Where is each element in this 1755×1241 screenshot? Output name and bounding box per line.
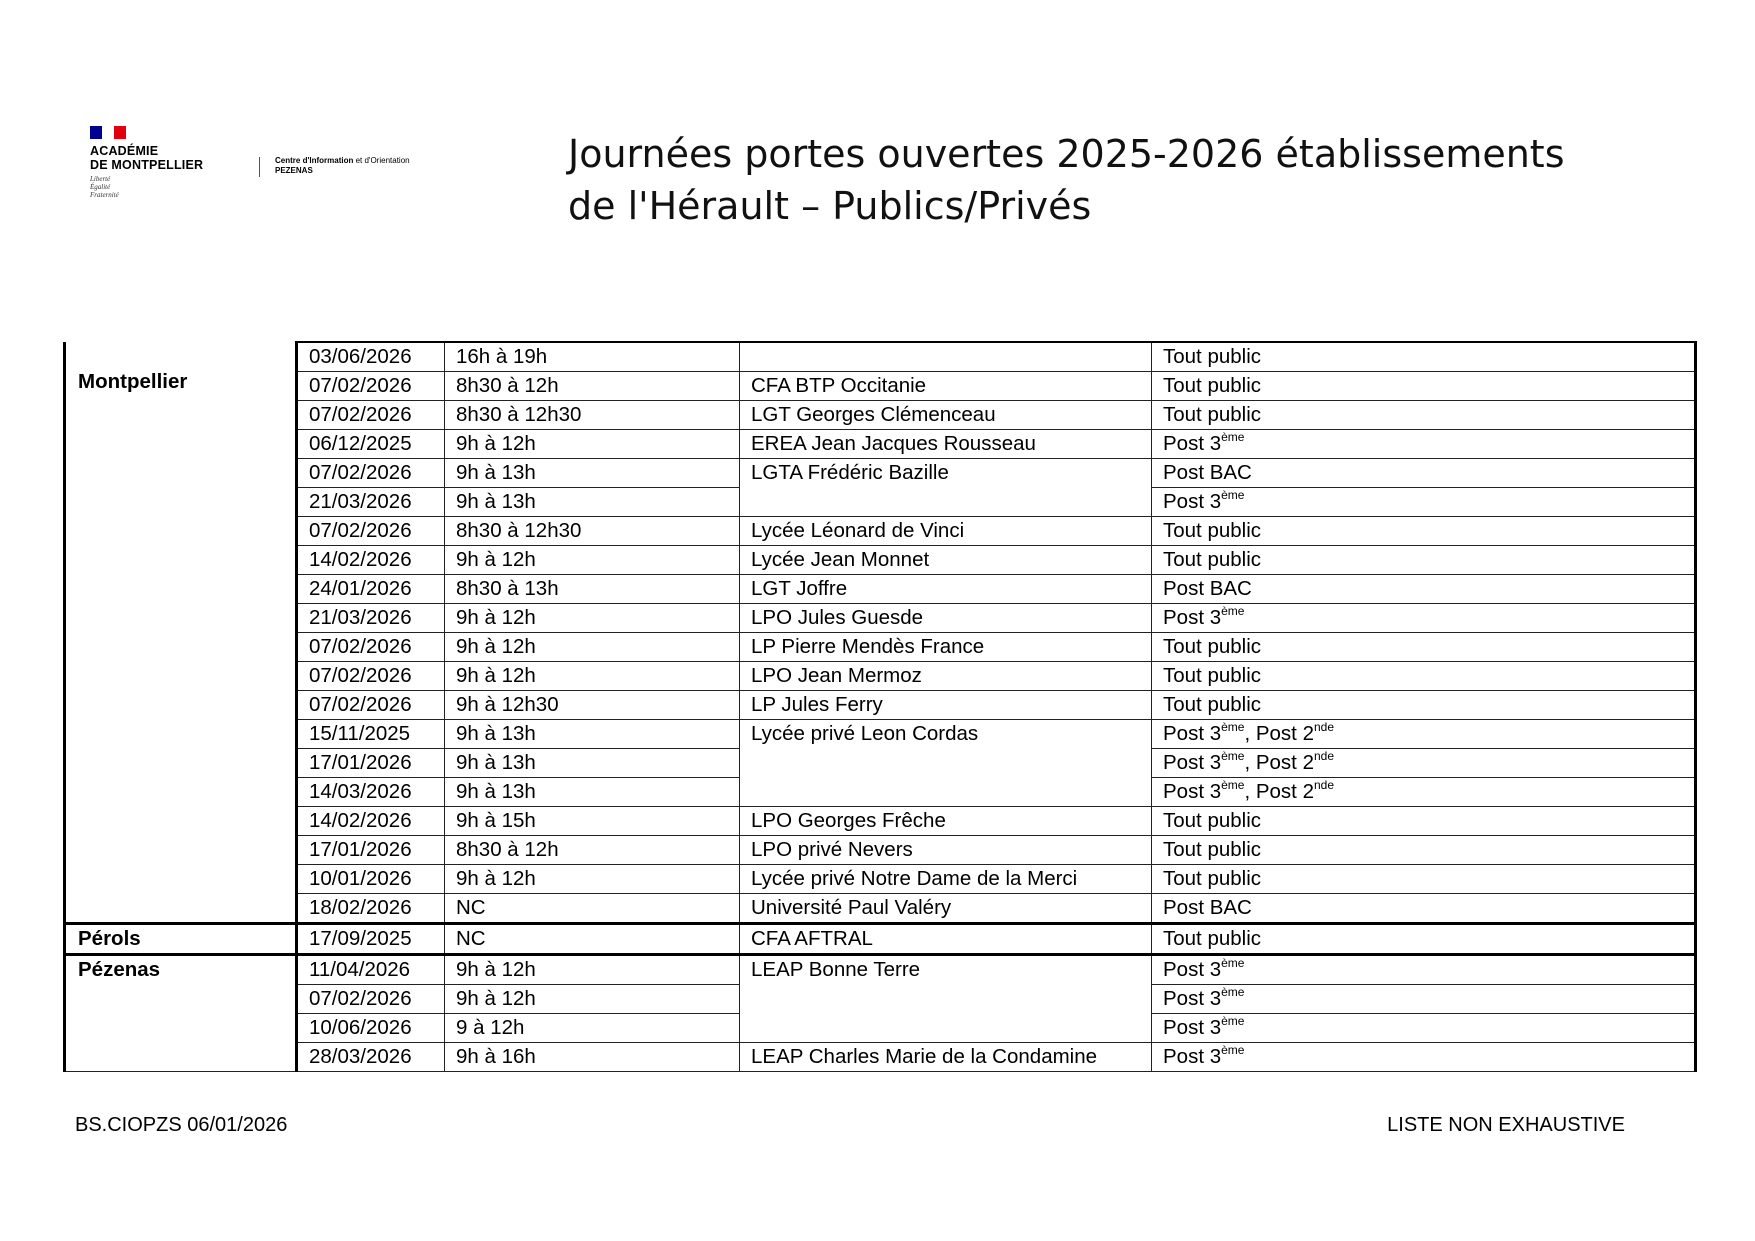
- footer-disclaimer: LISTE NON EXHAUSTIVE: [1387, 1114, 1625, 1136]
- audience-text: , Post 2: [1244, 780, 1314, 803]
- audience-superscript: ème: [1221, 956, 1245, 970]
- hours-cell: 8h30 à 12h: [445, 836, 740, 865]
- audience-superscript: ème: [1221, 720, 1245, 734]
- hours-cell: 16h à 19h: [445, 342, 740, 372]
- establishment-cell: LPO Jules Guesde: [740, 604, 1152, 633]
- flag-white-stripe: [102, 126, 114, 139]
- logo-montpellier-line: DE MONTPELLIER: [90, 158, 204, 172]
- date-cell: 06/12/2025: [297, 430, 445, 459]
- hours-cell: 9h à 12h: [445, 430, 740, 459]
- city-cell: Pézenas: [65, 955, 297, 1072]
- table-row: [65, 720, 1696, 749]
- audience-text: Tout public: [1163, 374, 1262, 397]
- table-row: [65, 372, 1696, 401]
- flag-red-stripe: [114, 126, 126, 139]
- hours-cell: 9h à 12h30: [445, 691, 740, 720]
- date-cell: 11/04/2026: [297, 955, 445, 985]
- establishment-cell: CFA BTP Occitanie: [740, 372, 1152, 401]
- audience-text: Tout public: [1163, 838, 1262, 861]
- date-cell: 14/02/2026: [297, 807, 445, 836]
- establishment-cell: LP Jules Ferry: [740, 691, 1152, 720]
- establishment-cell: Lycée Léonard de Vinci: [740, 517, 1152, 546]
- date-cell: 21/03/2026: [297, 488, 445, 517]
- audience-superscript: ème: [1221, 985, 1245, 999]
- hours-cell: 9h à 12h: [445, 633, 740, 662]
- date-cell: 07/02/2026: [297, 517, 445, 546]
- table-row: [65, 836, 1696, 865]
- audience-superscript: ème: [1221, 604, 1245, 618]
- establishment-cell: LGTA Frédéric Bazille: [740, 459, 1152, 517]
- open-days-table: [63, 341, 1697, 1072]
- audience-text: Post BAC: [1163, 461, 1252, 484]
- academie-logo: [90, 126, 203, 199]
- hours-cell: 9h à 12h: [445, 662, 740, 691]
- establishment-cell: EREA Jean Jacques Rousseau: [740, 430, 1152, 459]
- table-row: [65, 342, 1696, 372]
- table-row: [65, 401, 1696, 430]
- audience-cell: [1152, 430, 1696, 459]
- audience-superscript: nde: [1313, 720, 1335, 734]
- date-cell: 28/03/2026: [297, 1043, 445, 1072]
- audience-text: , Post 2: [1244, 722, 1314, 745]
- audience-cell: [1152, 924, 1696, 955]
- table-body: [65, 342, 1696, 1072]
- hours-cell: 9h à 13h: [445, 720, 740, 749]
- date-cell: 07/02/2026: [297, 401, 445, 430]
- date-cell: 07/02/2026: [297, 985, 445, 1014]
- republic-motto: [90, 175, 203, 199]
- hours-cell: 9h à 12h: [445, 865, 740, 894]
- establishment-cell: LGT Georges Clémenceau: [740, 401, 1152, 430]
- table-row: [65, 604, 1696, 633]
- hours-cell: 9h à 15h: [445, 807, 740, 836]
- audience-cell: [1152, 633, 1696, 662]
- audience-cell: [1152, 807, 1696, 836]
- logo-divider: [259, 157, 260, 177]
- audience-cell: [1152, 836, 1696, 865]
- audience-cell: [1152, 459, 1696, 488]
- audience-cell: [1152, 955, 1696, 985]
- hours-cell: 8h30 à 12h: [445, 372, 740, 401]
- cio-name-bold: Centre d'Information: [275, 156, 354, 165]
- date-cell: 10/01/2026: [297, 865, 445, 894]
- hours-cell: 9h à 12h: [445, 546, 740, 575]
- audience-cell: [1152, 985, 1696, 1014]
- audience-text: Post 3: [1163, 432, 1222, 455]
- motto-egalite: Égalité: [90, 183, 111, 191]
- hours-cell: 9h à 16h: [445, 1043, 740, 1072]
- audience-cell: [1152, 691, 1696, 720]
- audience-text: Post 3: [1163, 1045, 1222, 1068]
- audience-cell: [1152, 342, 1696, 372]
- table-row: [65, 459, 1696, 488]
- date-cell: 17/09/2025: [297, 924, 445, 955]
- date-cell: 18/02/2026: [297, 894, 445, 924]
- audience-cell: [1152, 749, 1696, 778]
- audience-text: Post 3: [1163, 958, 1222, 981]
- audience-text: Tout public: [1163, 345, 1262, 368]
- hours-cell: 9h à 13h: [445, 778, 740, 807]
- audience-text: Tout public: [1163, 635, 1262, 658]
- date-cell: 07/02/2026: [297, 372, 445, 401]
- audience-text: Post 3: [1163, 751, 1222, 774]
- establishment-cell: LP Pierre Mendès France: [740, 633, 1152, 662]
- page-title: Journées portes ouvertes 2025-2026 établissements de l'Hérault – Publics/Privés: [568, 132, 1565, 228]
- audience-cell: [1152, 894, 1696, 924]
- audience-cell: [1152, 865, 1696, 894]
- audience-text: Tout public: [1163, 664, 1262, 687]
- table-row: [65, 546, 1696, 575]
- hours-cell: 8h30 à 13h: [445, 575, 740, 604]
- audience-cell: [1152, 720, 1696, 749]
- audience-cell: [1152, 1043, 1696, 1072]
- establishment-cell: Lycée Jean Monnet: [740, 546, 1152, 575]
- hours-cell: 9h à 12h: [445, 604, 740, 633]
- audience-text: Post BAC: [1163, 577, 1252, 600]
- hours-cell: 9h à 12h: [445, 985, 740, 1014]
- audience-superscript: nde: [1313, 778, 1335, 792]
- audience-text: , Post 2: [1244, 751, 1314, 774]
- establishment-cell: LEAP Bonne Terre: [740, 955, 1152, 1043]
- table-row: [65, 662, 1696, 691]
- audience-superscript: ème: [1221, 1043, 1245, 1057]
- hours-cell: NC: [445, 894, 740, 924]
- establishment-cell: LPO Jean Mermoz: [740, 662, 1152, 691]
- table-row: [65, 691, 1696, 720]
- date-cell: 21/03/2026: [297, 604, 445, 633]
- audience-cell: [1152, 778, 1696, 807]
- audience-text: Post 3: [1163, 780, 1222, 803]
- audience-text: Tout public: [1163, 809, 1262, 832]
- audience-cell: [1152, 662, 1696, 691]
- table-row: [65, 955, 1696, 985]
- audience-superscript: ème: [1221, 488, 1245, 502]
- logo-academie-line: ACADÉMIE: [90, 144, 159, 158]
- audience-cell: [1152, 401, 1696, 430]
- audience-text: Post 3: [1163, 987, 1222, 1010]
- motto-liberte: Liberté: [90, 175, 111, 183]
- flag-icon: [90, 126, 126, 139]
- table-row: [65, 807, 1696, 836]
- table-row: [65, 633, 1696, 662]
- audience-cell: [1152, 575, 1696, 604]
- establishment-cell: Lycée privé Notre Dame de la Merci: [740, 865, 1152, 894]
- audience-text: Post 3: [1163, 606, 1222, 629]
- establishment-cell: LPO Georges Frêche: [740, 807, 1152, 836]
- motto-fraternite: Fraternité: [90, 191, 119, 199]
- table-row: [65, 894, 1696, 924]
- audience-text: Post 3: [1163, 490, 1222, 513]
- date-cell: 07/02/2026: [297, 662, 445, 691]
- cio-name-rest: et d'Orientation: [353, 156, 410, 165]
- audience-text: Post 3: [1163, 722, 1222, 745]
- audience-superscript: ème: [1221, 749, 1245, 763]
- audience-cell: [1152, 517, 1696, 546]
- table-row: [65, 1043, 1696, 1072]
- table-row: [65, 575, 1696, 604]
- audience-text: Tout public: [1163, 519, 1262, 542]
- date-cell: 24/01/2026: [297, 575, 445, 604]
- date-cell: 07/02/2026: [297, 633, 445, 662]
- date-cell: 17/01/2026: [297, 749, 445, 778]
- audience-cell: [1152, 1014, 1696, 1043]
- audience-text: Tout public: [1163, 403, 1262, 426]
- audience-text: Tout public: [1163, 693, 1262, 716]
- date-cell: 07/02/2026: [297, 691, 445, 720]
- flag-blue-stripe: [90, 126, 102, 139]
- establishment-cell: LGT Joffre: [740, 575, 1152, 604]
- establishment-cell: Université Paul Valéry: [740, 894, 1152, 924]
- cio-label: [275, 156, 410, 176]
- date-cell: 17/01/2026: [297, 836, 445, 865]
- audience-cell: [1152, 372, 1696, 401]
- city-cell: Montpellier: [65, 342, 297, 924]
- establishment-cell: [740, 342, 1152, 372]
- hours-cell: 9h à 13h: [445, 488, 740, 517]
- establishment-cell: LEAP Charles Marie de la Condamine: [740, 1043, 1152, 1072]
- hours-cell: NC: [445, 924, 740, 955]
- hours-cell: 9 à 12h: [445, 1014, 740, 1043]
- table-row: [65, 865, 1696, 894]
- date-cell: 03/06/2026: [297, 342, 445, 372]
- table-row: [65, 924, 1696, 955]
- audience-superscript: ème: [1221, 778, 1245, 792]
- footer-reference: BS.CIOPZS 06/01/2026: [75, 1114, 288, 1136]
- audience-text: Post 3: [1163, 1016, 1222, 1039]
- table-row: [65, 430, 1696, 459]
- hours-cell: 8h30 à 12h30: [445, 401, 740, 430]
- date-cell: 07/02/2026: [297, 459, 445, 488]
- audience-text: Tout public: [1163, 927, 1262, 950]
- establishment-cell: CFA AFTRAL: [740, 924, 1152, 955]
- audience-text: Tout public: [1163, 548, 1262, 571]
- establishment-cell: LPO privé Nevers: [740, 836, 1152, 865]
- date-cell: 10/06/2026: [297, 1014, 445, 1043]
- audience-cell: [1152, 546, 1696, 575]
- hours-cell: 9h à 12h: [445, 955, 740, 985]
- date-cell: 15/11/2025: [297, 720, 445, 749]
- date-cell: 14/03/2026: [297, 778, 445, 807]
- establishment-cell: Lycée privé Leon Cordas: [740, 720, 1152, 807]
- city-cell: Pérols: [65, 924, 297, 955]
- table-row: [65, 517, 1696, 546]
- audience-superscript: ème: [1221, 430, 1245, 444]
- audience-cell: [1152, 488, 1696, 517]
- audience-text: Post BAC: [1163, 896, 1252, 919]
- hours-cell: 9h à 13h: [445, 749, 740, 778]
- audience-cell: [1152, 604, 1696, 633]
- audience-superscript: nde: [1313, 749, 1335, 763]
- audience-superscript: ème: [1221, 1014, 1245, 1028]
- hours-cell: 9h à 13h: [445, 459, 740, 488]
- cio-city: PEZENAS: [275, 166, 313, 175]
- audience-text: Tout public: [1163, 867, 1262, 890]
- hours-cell: 8h30 à 12h30: [445, 517, 740, 546]
- date-cell: 14/02/2026: [297, 546, 445, 575]
